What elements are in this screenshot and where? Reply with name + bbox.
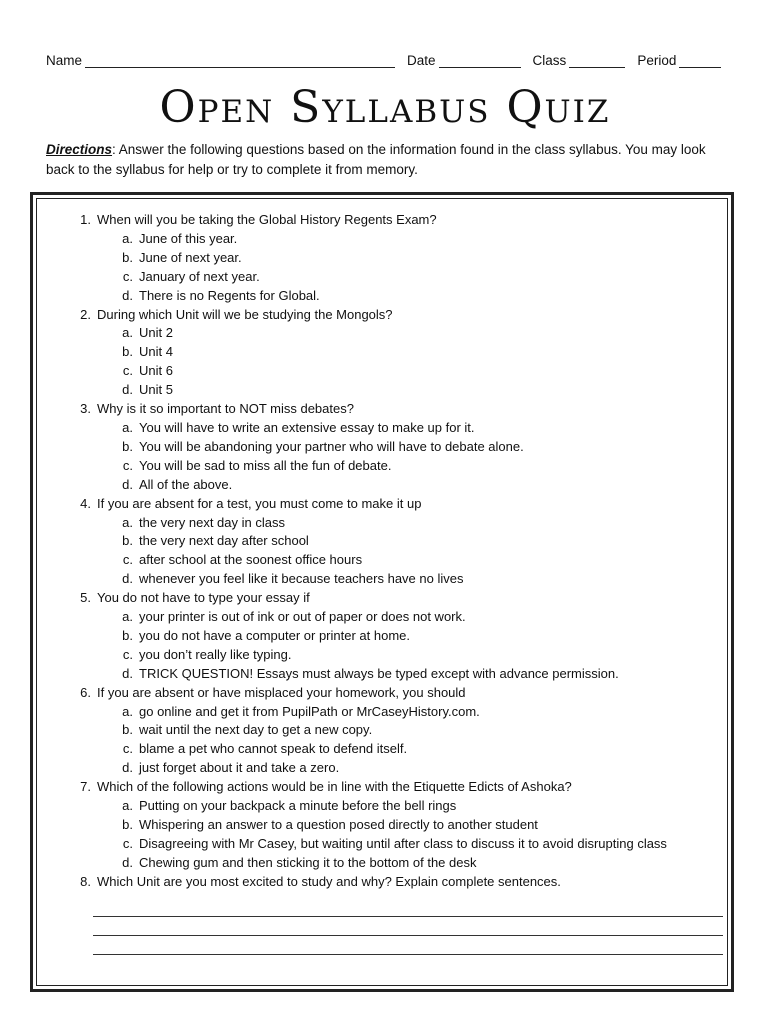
option-letter: d. xyxy=(122,760,133,776)
question-5 xyxy=(71,589,721,608)
option-text: June of next year. xyxy=(139,249,242,265)
option-letter: a. xyxy=(122,609,133,625)
option-text: June of this year. xyxy=(139,230,238,246)
answer-option[interactable] xyxy=(71,249,721,268)
option-text: January of next year. xyxy=(139,268,260,284)
question-text: During which Unit will we be studying the Mongols? xyxy=(97,306,393,322)
answer-option[interactable] xyxy=(71,740,721,759)
option-letter: a. xyxy=(122,514,133,530)
option-text: TRICK QUESTION! Essays must always be typed except with advance permission. xyxy=(139,665,619,681)
option-text: There is no Regents for Global. xyxy=(139,287,320,303)
option-letter: c. xyxy=(122,741,133,757)
option-text: after school at the soonest office hours xyxy=(139,552,363,568)
question-text: If you are absent or have misplaced your homework, you should xyxy=(97,684,466,700)
question-6 xyxy=(71,684,721,703)
class-label: Class xyxy=(532,53,567,68)
period-field[interactable] xyxy=(637,53,721,68)
option-letter: d. xyxy=(122,571,133,587)
option-letter: a. xyxy=(122,325,133,341)
class-blank-line[interactable] xyxy=(569,53,625,68)
option-text: go online and get it from PupilPath or MrCaseyHistory.com. xyxy=(139,703,480,719)
option-letter: c. xyxy=(122,646,133,662)
answer-option[interactable] xyxy=(71,608,721,627)
question-7 xyxy=(71,778,721,797)
answer-line[interactable] xyxy=(93,898,723,917)
directions-text: : Answer the following questions based on the information found in the class syllabus. You may look back to the syllabus for help or try to complete it from memory. xyxy=(46,142,706,177)
option-letter: a. xyxy=(122,419,133,435)
date-label: Date xyxy=(407,53,436,68)
option-text: Chewing gum and then sticking it to the bottom of the desk xyxy=(139,854,477,870)
question-number: 1. xyxy=(80,212,91,227)
answer-line[interactable] xyxy=(93,936,723,955)
question-text: If you are absent for a test, you must come to make it up xyxy=(97,495,422,511)
option-letter: d. xyxy=(122,382,133,398)
option-letter: b. xyxy=(122,627,133,643)
answer-option[interactable] xyxy=(71,476,721,495)
option-text: your printer is out of ink or out of paper or does not work. xyxy=(139,609,466,625)
answer-option[interactable] xyxy=(71,230,721,249)
option-letter: c. xyxy=(122,457,133,473)
directions-label: Directions xyxy=(46,142,113,157)
written-answer-area[interactable] xyxy=(93,898,721,955)
option-text: You will be abandoning your partner who will have to debate alone. xyxy=(139,438,524,454)
answer-option[interactable] xyxy=(71,324,721,343)
answer-option[interactable] xyxy=(71,665,721,684)
question-number: 6. xyxy=(80,684,91,700)
question-text: Which Unit are you most excited to study and why? Explain complete sentences. xyxy=(97,873,561,889)
question-number: 7. xyxy=(80,779,91,795)
answer-option[interactable] xyxy=(71,362,721,381)
question-number: 2. xyxy=(80,306,91,322)
option-text: you do not have a computer or printer at home. xyxy=(139,627,410,643)
answer-option[interactable] xyxy=(71,570,721,589)
question-2 xyxy=(71,306,721,325)
answer-option[interactable] xyxy=(71,551,721,570)
option-letter: c. xyxy=(122,363,133,379)
date-blank-line[interactable] xyxy=(439,53,521,68)
option-text: Unit 6 xyxy=(139,363,173,379)
answer-option[interactable] xyxy=(71,835,721,854)
option-text: Disagreeing with Mr Casey, but waiting until after class to discuss it to avoid disrupting class xyxy=(139,835,667,851)
option-letter: a. xyxy=(122,798,133,814)
option-letter: b. xyxy=(122,722,133,738)
quiz-frame xyxy=(30,192,734,992)
answer-option[interactable] xyxy=(71,854,721,873)
option-text: wait until the next day to get a new copy. xyxy=(139,722,373,738)
question-list xyxy=(71,211,721,955)
class-field[interactable] xyxy=(533,53,626,68)
option-text: Putting on your backpack a minute before the bell rings xyxy=(139,798,457,814)
name-blank-line[interactable] xyxy=(85,53,395,68)
name-field[interactable] xyxy=(46,53,395,68)
question-number: 8. xyxy=(80,873,91,889)
question-3 xyxy=(71,400,721,419)
option-letter: c. xyxy=(122,552,133,568)
answer-option[interactable] xyxy=(71,268,721,287)
name-label: Name xyxy=(46,53,83,68)
answer-option[interactable] xyxy=(71,703,721,722)
option-text: the very next day after school xyxy=(139,533,309,549)
question-number: 3. xyxy=(80,401,91,417)
page-title: Open Syllabus Quiz xyxy=(159,82,611,133)
answer-line[interactable] xyxy=(93,917,723,936)
answer-option[interactable] xyxy=(71,532,721,551)
option-text: You will be sad to miss all the fun of debate. xyxy=(139,457,392,473)
answer-option[interactable] xyxy=(71,797,721,816)
option-text: blame a pet who cannot speak to defend itself. xyxy=(139,741,408,757)
option-letter: d. xyxy=(122,854,133,870)
option-letter: b. xyxy=(122,438,133,454)
option-letter: d. xyxy=(122,476,133,492)
period-label: Period xyxy=(637,53,677,68)
date-field[interactable] xyxy=(407,53,521,68)
period-blank-line[interactable] xyxy=(679,53,721,68)
question-text: When will you be taking the Global History Regents Exam? xyxy=(97,212,437,227)
question-1 xyxy=(71,211,721,230)
answer-option[interactable] xyxy=(71,287,721,306)
question-text: Which of the following actions would be in line with the Etiquette Edicts of Ashoka? xyxy=(97,779,572,795)
answer-option[interactable] xyxy=(71,381,721,400)
option-letter: b. xyxy=(122,533,133,549)
question-text: You do not have to type your essay if xyxy=(97,590,310,606)
answer-option[interactable] xyxy=(71,514,721,533)
answer-option[interactable] xyxy=(71,343,721,362)
question-8 xyxy=(71,873,721,892)
question-text: Why is it so important to NOT miss debates? xyxy=(97,401,354,417)
option-letter: b. xyxy=(122,817,133,832)
option-letter: b. xyxy=(122,249,133,265)
option-text: All of the above. xyxy=(139,476,233,492)
header-fields xyxy=(46,46,726,68)
option-text: the very next day in class xyxy=(139,514,285,530)
answer-option[interactable] xyxy=(71,759,721,778)
option-text: whenever you feel like it because teachers have no lives xyxy=(139,571,464,587)
option-letter: a. xyxy=(122,703,133,719)
option-text: just forget about it and take a zero. xyxy=(139,760,340,776)
option-text: Whispering an answer to a question posed directly to another student xyxy=(139,817,538,832)
option-letter: b. xyxy=(122,344,133,360)
answer-option[interactable] xyxy=(71,438,721,457)
option-letter: d. xyxy=(122,287,133,303)
option-text: Unit 2 xyxy=(139,325,173,341)
answer-option[interactable] xyxy=(71,419,721,438)
option-text: You will have to write an extensive essay to make up for it. xyxy=(139,419,475,435)
option-letter: c. xyxy=(122,268,133,284)
option-text: you don’t really like typing. xyxy=(139,646,292,662)
option-letter: c. xyxy=(122,835,133,851)
answer-option[interactable] xyxy=(71,721,721,740)
answer-option[interactable] xyxy=(71,646,721,665)
directions xyxy=(46,140,726,180)
question-number: 5. xyxy=(80,590,91,606)
option-letter: a. xyxy=(122,230,133,246)
answer-option[interactable] xyxy=(71,816,721,835)
question-4 xyxy=(71,495,721,514)
answer-option[interactable] xyxy=(71,457,721,476)
option-text: Unit 4 xyxy=(139,344,173,360)
option-text: Unit 5 xyxy=(139,382,173,398)
option-letter: d. xyxy=(122,665,133,681)
answer-option[interactable] xyxy=(71,627,721,646)
question-number: 4. xyxy=(80,495,91,511)
